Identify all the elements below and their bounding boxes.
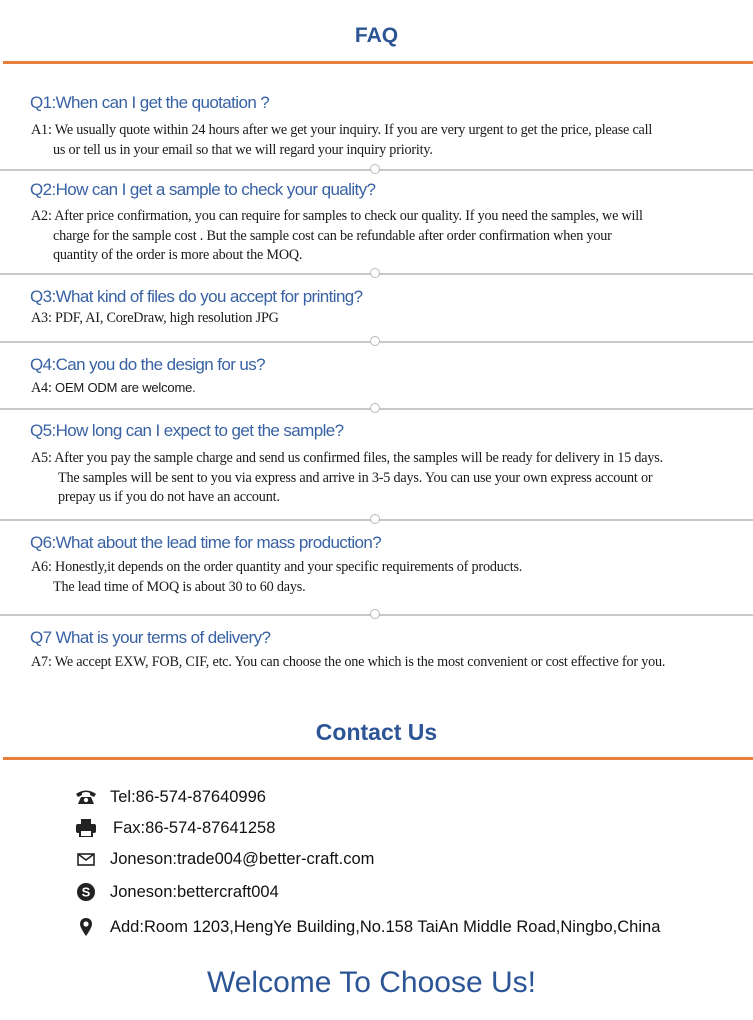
contact-fax bbox=[74, 817, 275, 839]
answer-line: charge for the sample cost . But the sample cost can be refundable after order confirmation when your bbox=[53, 227, 612, 244]
divider-circle-icon bbox=[370, 268, 380, 278]
contact-skype-text: Joneson:bettercraft004 bbox=[110, 882, 279, 901]
divider-circle-icon bbox=[370, 403, 380, 413]
contact-phone bbox=[74, 786, 266, 808]
skype-icon bbox=[74, 882, 98, 902]
faq-question-4: Q4:Can you do the design for us? bbox=[30, 355, 266, 374]
contact-phone-text: Tel:86-574-87640996 bbox=[110, 787, 266, 806]
contact-skype bbox=[74, 881, 279, 903]
answer-line: quantity of the order is more about the MOQ. bbox=[53, 247, 303, 263]
faq-divider bbox=[0, 614, 753, 616]
divider-circle-icon bbox=[370, 164, 380, 174]
faq-title: FAQ bbox=[354, 24, 399, 47]
answer-line: Honestly,it depends on the order quantity and your specific requirements of products. bbox=[55, 559, 523, 575]
telephone-icon bbox=[74, 787, 98, 807]
faq-divider bbox=[0, 341, 753, 343]
answer-label: A6: bbox=[31, 559, 52, 575]
contact-address-text: Add:Room 1203,HengYe Building,No.158 TaiAn Middle Road,Ningbo,China bbox=[110, 917, 661, 936]
divider-circle-icon bbox=[370, 336, 380, 346]
faq-divider bbox=[0, 169, 753, 171]
answer-line: We usually quote within 24 hours after we get your inquiry. If you are very urgent to get the price, please call bbox=[54, 122, 653, 138]
answer-line: us or tell us in your email so that we will regard your inquiry priority. bbox=[53, 141, 433, 158]
faq-divider bbox=[0, 408, 753, 410]
answer-line: prepay us if you do not have an account. bbox=[58, 489, 280, 505]
contact-address bbox=[74, 916, 660, 938]
welcome-banner: Welcome To Choose Us! bbox=[206, 966, 537, 999]
faq-divider bbox=[0, 519, 753, 521]
contact-title-rule bbox=[3, 757, 753, 760]
faq-question-7: Q7 What is your terms of delivery? bbox=[30, 628, 271, 647]
faq-answer-7 bbox=[31, 653, 741, 673]
answer-label: A3: bbox=[31, 310, 52, 326]
answer-label: A4: bbox=[31, 380, 52, 396]
answer-line: OEM ODM are welcome. bbox=[55, 380, 196, 395]
svg-text:S: S bbox=[81, 884, 91, 900]
answer-line: PDF, AI, CoreDraw, high resolution JPG bbox=[55, 310, 279, 326]
faq-question-6: Q6:What about the lead time for mass production? bbox=[30, 533, 382, 552]
faq-answer-3 bbox=[31, 309, 741, 329]
answer-line: We accept EXW, FOB, CIF, etc. You can choose the one which is the most convenient or cost effective for you. bbox=[54, 654, 666, 670]
faq-answer-5 bbox=[31, 449, 741, 508]
faq-answer-4 bbox=[31, 378, 741, 399]
faq-question-3: Q3:What kind of files do you accept for printing? bbox=[30, 287, 363, 306]
contact-fax-text: Fax:86-574-87641258 bbox=[113, 818, 276, 837]
faq-question-5: Q5:How long can I expect to get the sample? bbox=[30, 421, 344, 440]
faq-divider bbox=[0, 273, 753, 275]
divider-circle-icon bbox=[370, 514, 380, 524]
map-pin-icon bbox=[74, 917, 98, 937]
faq-title-rule bbox=[3, 61, 753, 64]
answer-line: The lead time of MOQ is about 30 to 60 days. bbox=[53, 578, 306, 595]
answer-line: After you pay the sample charge and send us confirmed files, the samples will be ready for delivery in 15 days. bbox=[54, 450, 663, 466]
contact-email-text[interactable]: Joneson:trade004@better-craft.com bbox=[110, 849, 375, 868]
divider-circle-icon bbox=[370, 609, 380, 619]
faq-answer-1 bbox=[31, 121, 741, 160]
answer-label: A5: bbox=[31, 450, 52, 466]
contact-title: Contact Us bbox=[315, 719, 438, 745]
faq-question-1: Q1:When can I get the quotation ? bbox=[30, 93, 270, 112]
envelope-icon bbox=[74, 849, 98, 869]
answer-label: A1: bbox=[31, 122, 52, 138]
answer-line: The samples will be sent to you via express and arrive in 3-5 days. You can use your own express account or bbox=[58, 469, 653, 486]
answer-label: A7: bbox=[31, 654, 52, 670]
answer-label: A2: bbox=[31, 208, 52, 224]
faq-answer-6 bbox=[31, 558, 741, 597]
answer-line: After price confirmation, you can require for samples to check our quality. If you need the samples, we will bbox=[54, 208, 643, 224]
fax-printer-icon bbox=[74, 818, 98, 838]
faq-answer-2 bbox=[31, 207, 741, 266]
contact-email bbox=[74, 848, 374, 870]
faq-question-2: Q2:How can I get a sample to check your quality? bbox=[30, 180, 376, 199]
